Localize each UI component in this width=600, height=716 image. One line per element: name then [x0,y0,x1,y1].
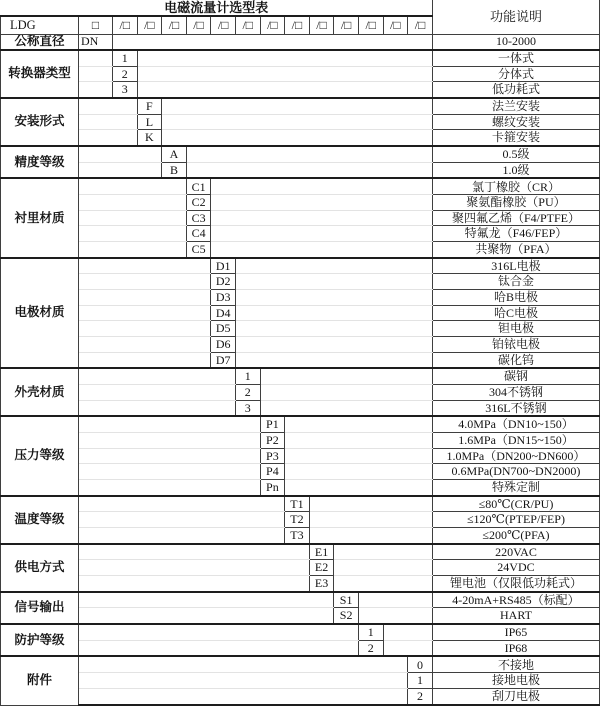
option-desc-cell: 碳化钨 [432,352,599,368]
grid-filler [162,98,433,114]
option-code-cell: 3 [235,400,260,416]
category-label: 温度等级 [1,496,79,544]
option-desc-cell: IP68 [432,640,599,656]
option-code-cell: 1 [408,673,433,689]
option-code-cell: 1 [358,624,383,640]
option-code-cell: 2 [358,640,383,656]
category-label: 电极材质 [1,258,79,369]
grid-filler [383,624,432,640]
grid-filler [285,479,433,495]
grid-filler [79,146,162,162]
option-desc-cell: 1.6MPa（DN15~150） [432,433,599,449]
category-label: 公称直径 [1,34,79,50]
grid-filler [79,688,408,705]
grid-filler [260,400,432,416]
option-desc-cell: 0.5级 [432,146,599,162]
option-code-cell: D5 [211,321,236,337]
grid-filler [186,146,432,162]
grid-filler [162,114,433,130]
option-code-cell: C4 [186,226,211,242]
option-desc-cell: 钛合金 [432,274,599,290]
option-code-cell: C2 [186,195,211,211]
model-slot-cell: /□ [186,16,211,34]
grid-filler [235,258,432,274]
grid-filler [79,560,310,576]
grid-filler [79,575,310,591]
model-slot-cell: /□ [358,16,383,34]
grid-filler [235,336,432,352]
grid-filler [235,290,432,306]
model-slot-cell: /□ [285,16,310,34]
option-desc-cell: 特氟龙（F46/FEP） [432,226,599,242]
grid-filler [285,416,433,432]
option-code-cell: 2 [235,384,260,400]
model-slot-cell: /□ [334,16,359,34]
option-desc-cell: 接地电极 [432,673,599,689]
option-code-cell: D2 [211,274,236,290]
grid-filler [211,178,433,194]
model-slot-cell: /□ [309,16,334,34]
grid-filler [358,592,432,608]
option-code-cell: C5 [186,242,211,258]
model-box-cell: □ [79,16,113,34]
grid-filler [79,640,359,656]
option-code-cell: P3 [260,448,285,464]
option-code-cell: 2 [408,688,433,705]
option-code-cell: A [162,146,187,162]
option-code-cell: D6 [211,336,236,352]
grid-filler [79,114,138,130]
option-desc-cell: HART [432,608,599,624]
option-code-cell: 1 [235,368,260,384]
option-desc-cell: 刮刀电极 [432,688,599,705]
grid-filler [79,66,113,82]
grid-filler [79,274,211,290]
grid-filler [211,195,433,211]
grid-filler [235,321,432,337]
option-code-cell: P1 [260,416,285,432]
category-label: 外壳材质 [1,368,79,416]
grid-filler [79,624,359,640]
option-code-cell: E1 [309,544,334,560]
grid-filler [79,384,236,400]
grid-filler [137,50,432,66]
grid-filler [162,130,433,146]
option-code-cell: DN [79,34,113,50]
grid-filler [113,34,433,50]
grid-filler [260,384,432,400]
grid-filler [285,433,433,449]
grid-filler [309,527,432,543]
model-code-label: LDG [1,16,79,34]
grid-filler [79,226,187,242]
grid-filler [79,656,408,672]
grid-filler [79,210,187,226]
option-desc-cell: 哈B电极 [432,290,599,306]
option-desc-cell: ≤80℃(CR/PU) [432,496,599,512]
grid-filler [79,673,408,689]
option-desc-cell: ≤200℃(PFA) [432,527,599,543]
option-desc-cell: 不接地 [432,656,599,672]
grid-filler [186,162,432,178]
table-title: 电磁流量计选型表 [1,0,433,16]
grid-filler [79,608,334,624]
model-slot-cell: /□ [162,16,187,34]
option-desc-cell: 聚氨酯橡胶（PU） [432,195,599,211]
option-code-cell: D4 [211,305,236,321]
grid-filler [79,527,285,543]
model-slot-cell: /□ [235,16,260,34]
option-desc-cell: 4.0MPa（DN10~150） [432,416,599,432]
model-slot-cell: /□ [211,16,236,34]
option-desc-cell: 共聚物（PFA） [432,242,599,258]
grid-filler [334,560,433,576]
option-code-cell: 0 [408,656,433,672]
grid-filler [79,512,285,528]
model-slot-cell: /□ [408,16,433,34]
option-code-cell: S2 [334,608,359,624]
option-desc-cell: 24VDC [432,560,599,576]
option-code-cell: B [162,162,187,178]
grid-filler [79,448,261,464]
option-code-cell: T3 [285,527,310,543]
option-desc-cell: 1.0MPa（DN200~DN600） [432,448,599,464]
grid-filler [334,575,433,591]
category-label: 防护等级 [1,624,79,656]
option-desc-cell: 锂电池（仅限低功耗式） [432,575,599,591]
category-label: 安装形式 [1,98,79,146]
category-label: 附件 [1,656,79,705]
grid-filler [79,98,138,114]
grid-filler [211,242,433,258]
option-desc-cell: 特殊定制 [432,479,599,495]
grid-filler [79,258,211,274]
option-desc-cell: 氯丁橡胶（CR） [432,178,599,194]
grid-filler [79,416,261,432]
grid-filler [79,496,285,512]
option-code-cell: T1 [285,496,310,512]
option-desc-cell: 4-20mA+RS485（标配） [432,592,599,608]
option-code-cell: D1 [211,258,236,274]
grid-filler [79,162,162,178]
grid-filler [235,352,432,368]
grid-filler [309,512,432,528]
grid-filler [79,290,211,306]
option-code-cell: Pn [260,479,285,495]
option-desc-cell: 316L不锈钢 [432,400,599,416]
grid-filler [79,464,261,480]
grid-filler [79,242,187,258]
grid-filler [211,226,433,242]
grid-filler [383,640,432,656]
category-label: 衬里材质 [1,178,79,257]
model-slot-cell: /□ [383,16,408,34]
grid-filler [79,321,211,337]
grid-filler [211,210,433,226]
option-code-cell: D7 [211,352,236,368]
option-desc-cell: ≤120℃(PTEP/FEP) [432,512,599,528]
option-code-cell: F [137,98,162,114]
option-desc-cell: 分体式 [432,66,599,82]
grid-filler [79,592,334,608]
option-code-cell: E3 [309,575,334,591]
option-desc-cell: 316L电极 [432,258,599,274]
option-desc-cell: 220VAC [432,544,599,560]
grid-filler [79,82,113,98]
option-desc-cell: 0.6MPa(DN700~DN2000) [432,464,599,480]
option-desc-cell: 卡箍安装 [432,130,599,146]
option-desc-cell: 钽电极 [432,321,599,337]
option-code-cell: S1 [334,592,359,608]
grid-filler [235,274,432,290]
grid-filler [137,82,432,98]
selection-table-body [1,0,600,705]
grid-filler [235,305,432,321]
option-desc-cell: 螺纹安装 [432,114,599,130]
grid-filler [79,433,261,449]
grid-filler [260,368,432,384]
option-code-cell: 2 [113,66,138,82]
option-desc-cell: 304不锈钢 [432,384,599,400]
grid-filler [79,479,261,495]
option-code-cell: 1 [113,50,138,66]
category-label: 信号输出 [1,592,79,624]
grid-filler [79,195,187,211]
option-desc-cell: 1.0级 [432,162,599,178]
option-desc-cell: 铂铱电极 [432,336,599,352]
option-desc-cell: 聚四氟乙烯（F4/PTFE） [432,210,599,226]
option-code-cell: 3 [113,82,138,98]
grid-filler [334,544,433,560]
grid-filler [79,400,236,416]
category-label: 转换器类型 [1,50,79,98]
option-desc-cell: 碳钢 [432,368,599,384]
grid-filler [79,130,138,146]
grid-filler [79,305,211,321]
option-desc-cell: 哈C电极 [432,305,599,321]
model-slot-cell: /□ [113,16,138,34]
grid-filler [79,50,113,66]
grid-filler [79,178,187,194]
option-code-cell: P4 [260,464,285,480]
option-code-cell: D3 [211,290,236,306]
category-label: 供电方式 [1,544,79,592]
grid-filler [79,352,211,368]
grid-filler [309,496,432,512]
option-code-cell: L [137,114,162,130]
option-code-cell: C3 [186,210,211,226]
grid-filler [285,448,433,464]
category-label: 精度等级 [1,146,79,178]
model-slot-cell: /□ [137,16,162,34]
option-code-cell: P2 [260,433,285,449]
grid-filler [285,464,433,480]
category-label: 压力等级 [1,416,79,495]
option-code-cell: K [137,130,162,146]
model-slot-cell: /□ [260,16,285,34]
grid-filler [79,368,236,384]
option-code-cell: E2 [309,560,334,576]
option-desc-cell: 10-2000 [432,34,599,50]
option-desc-cell: 低功耗式 [432,82,599,98]
option-desc-cell: 一体式 [432,50,599,66]
grid-filler [137,66,432,82]
grid-filler [79,544,310,560]
grid-filler [79,336,211,352]
option-desc-cell: 法兰安装 [432,98,599,114]
function-desc-header: 功能说明 [432,0,599,34]
option-code-cell: T2 [285,512,310,528]
grid-filler [358,608,432,624]
option-code-cell: C1 [186,178,211,194]
option-desc-cell: IP65 [432,624,599,640]
